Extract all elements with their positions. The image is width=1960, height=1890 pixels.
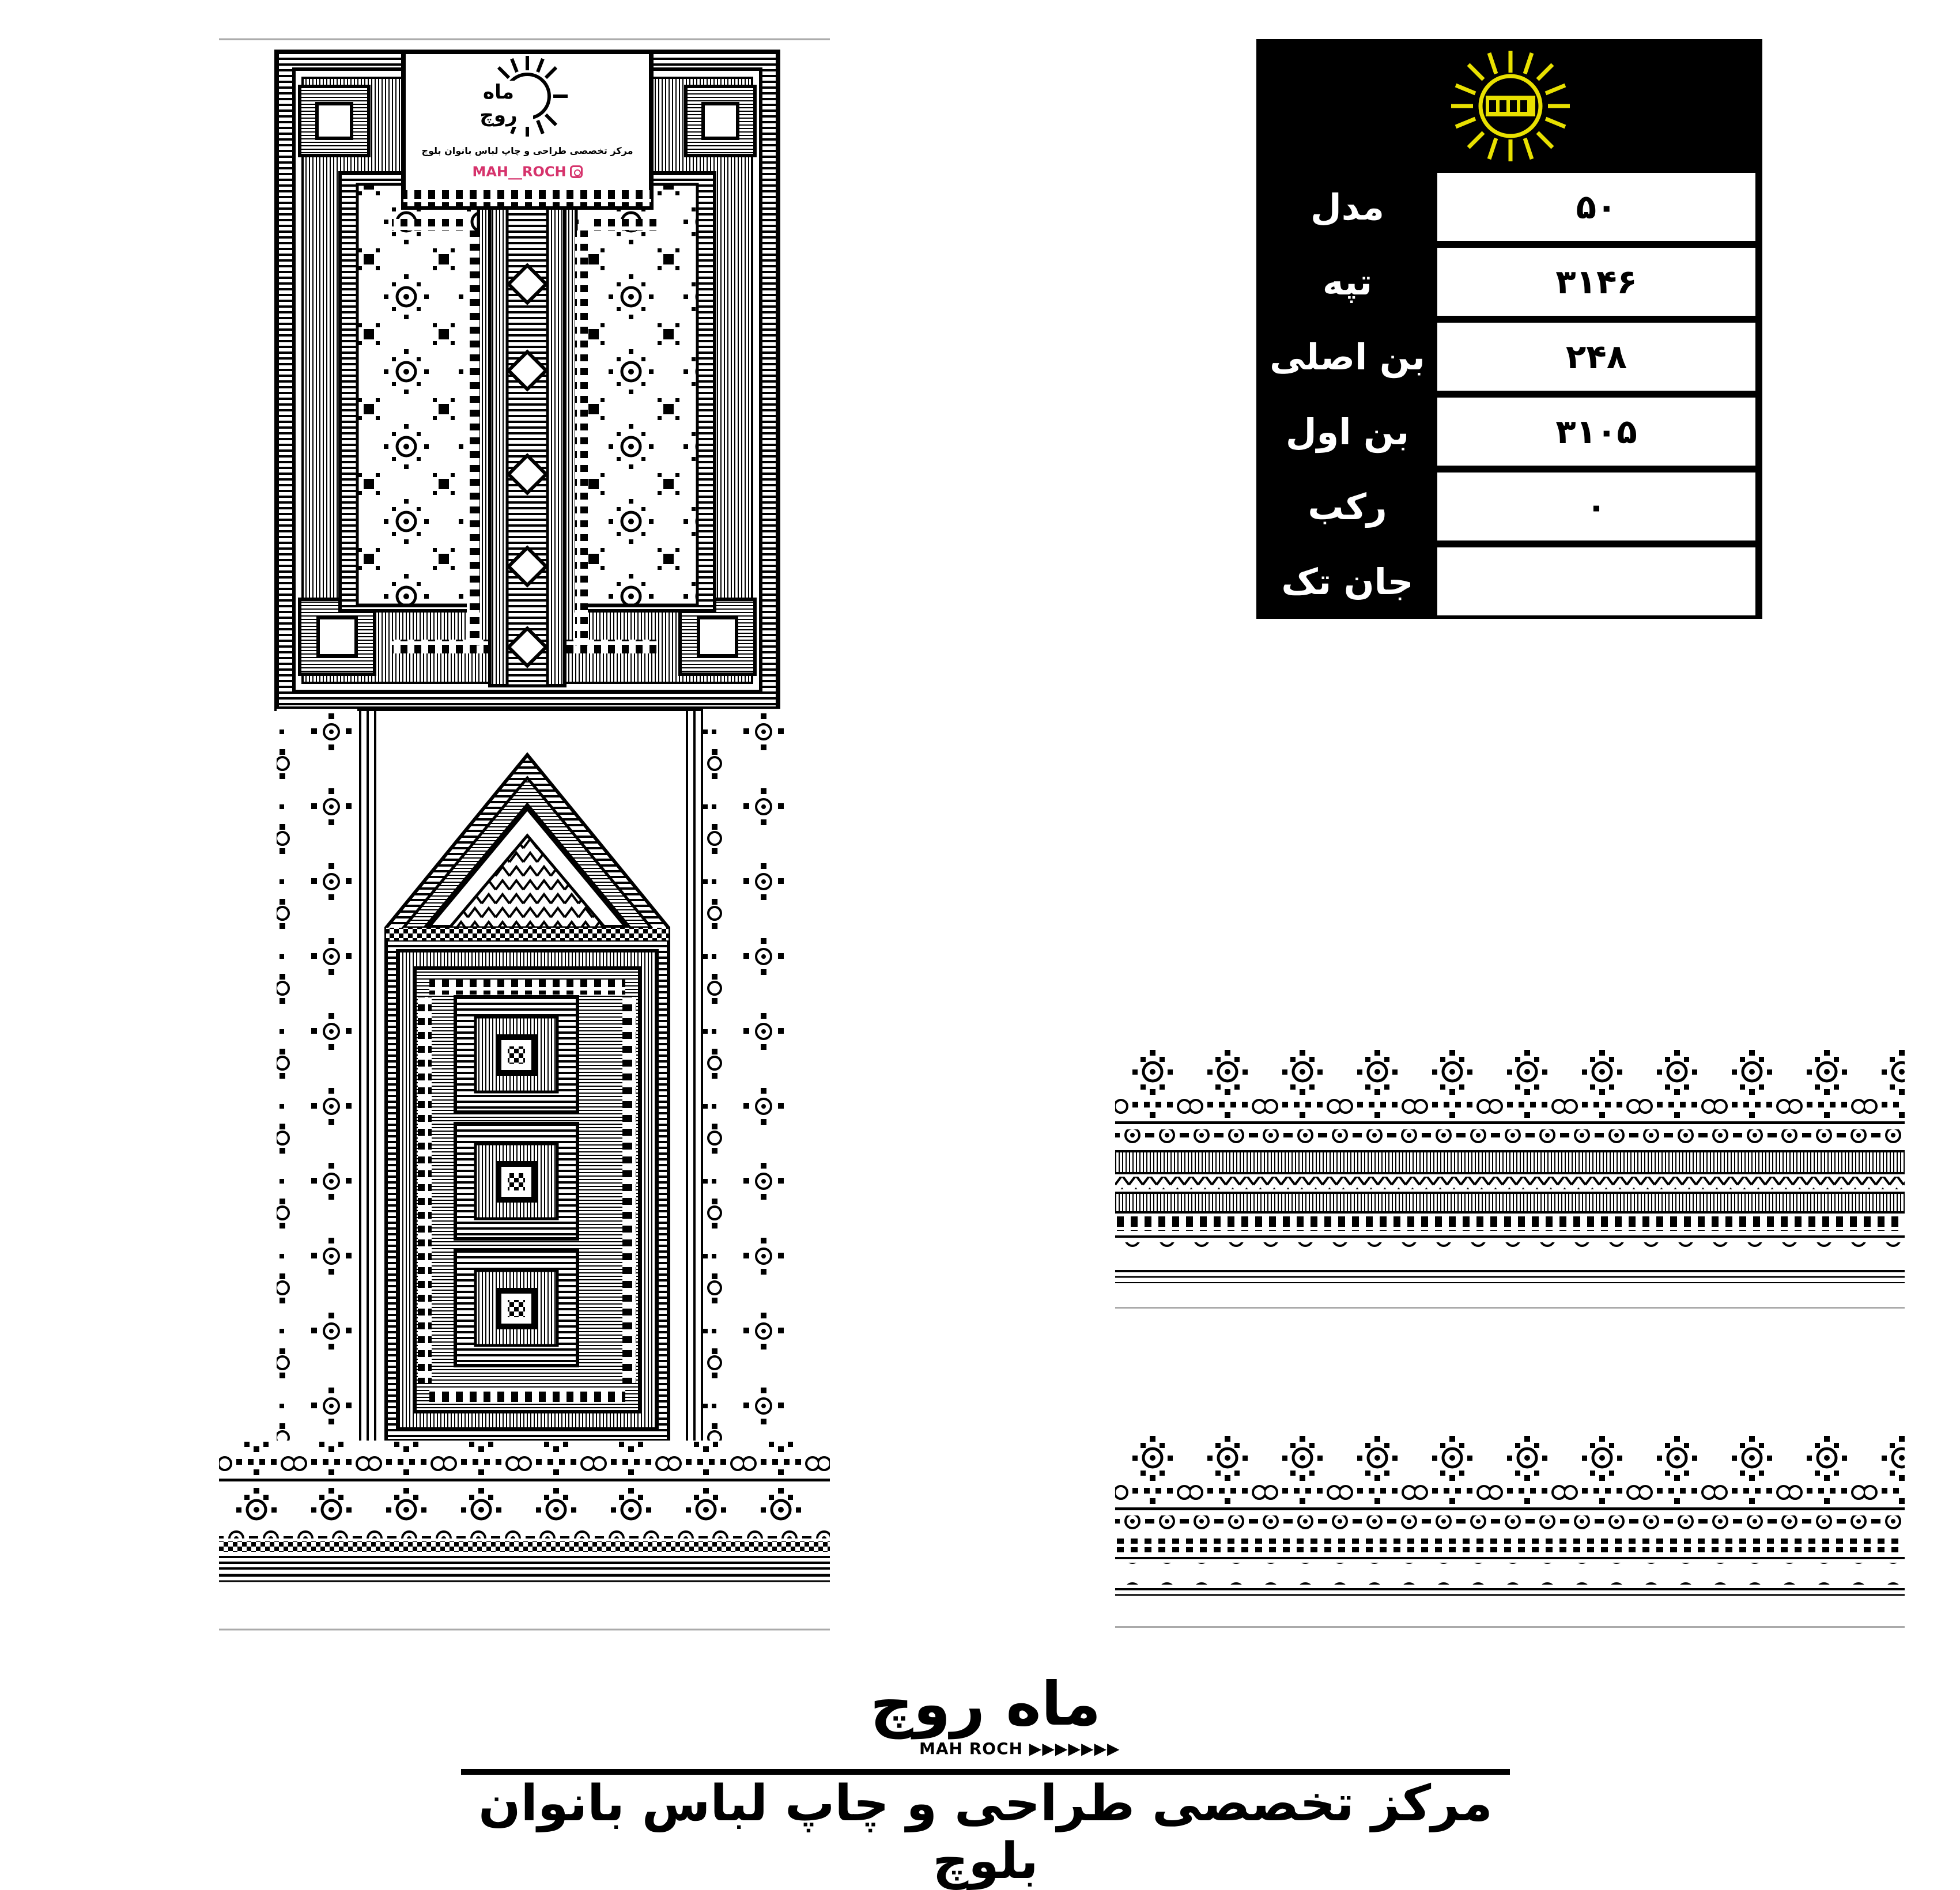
- spec-row-first-base: [1260, 394, 1759, 469]
- garment-front-panel: [219, 35, 841, 1636]
- spec-label: بن اول: [1266, 398, 1429, 466]
- instagram-handle: MAH__ROCH: [472, 164, 567, 180]
- instagram-icon: [570, 165, 583, 178]
- spec-value: [1437, 547, 1755, 615]
- spec-row-model: [1260, 169, 1759, 244]
- spec-label: رکب: [1266, 472, 1429, 540]
- divider-line: [1115, 1307, 1905, 1309]
- divider-line: [1115, 1626, 1905, 1628]
- spec-value: ۵۰: [1437, 173, 1755, 241]
- spec-row-jan-tak: [1260, 544, 1759, 619]
- spec-label: مدل: [1266, 173, 1429, 241]
- border-strip-top: [1115, 1049, 1905, 1291]
- spec-value: ۳۱۴۶: [1437, 248, 1755, 316]
- footer-title: مرکز تخصصی طراحی و چاپ لباس بانوان بلوچ: [478, 1775, 1493, 1890]
- collar-logo-text: ماه روچ: [464, 81, 533, 127]
- spec-logo-band: [1260, 43, 1759, 169]
- spec-value: ۲۴۸: [1437, 323, 1755, 391]
- front-pocket: [386, 755, 669, 1441]
- spec-label: جان تک: [1266, 547, 1429, 615]
- collar-instagram: [455, 164, 599, 180]
- spec-label: بن اصلی: [1266, 323, 1429, 391]
- spec-row-main-base: [1260, 319, 1759, 394]
- spec-row-tapeh: [1260, 244, 1759, 319]
- spec-label: تپه: [1266, 248, 1429, 316]
- spec-value: ۰: [1437, 472, 1755, 540]
- sun-logo-icon: [1450, 50, 1571, 162]
- spec-row-rekab: [1260, 469, 1759, 544]
- brand-logo: ماه روچ: [870, 1669, 1101, 1739]
- spec-value: ۳۱۰۵: [1437, 398, 1755, 466]
- brand-sub-label: MAH ROCH ▶▶▶▶▶▶▶: [919, 1739, 1120, 1758]
- border-strip-bottom: [1115, 1435, 1905, 1608]
- spec-table: [1256, 39, 1762, 619]
- collar-address: مرکز تخصصی طراحی و چاپ لباس بانوان بلوچ: [421, 145, 633, 156]
- footer-rule: [461, 1769, 1510, 1775]
